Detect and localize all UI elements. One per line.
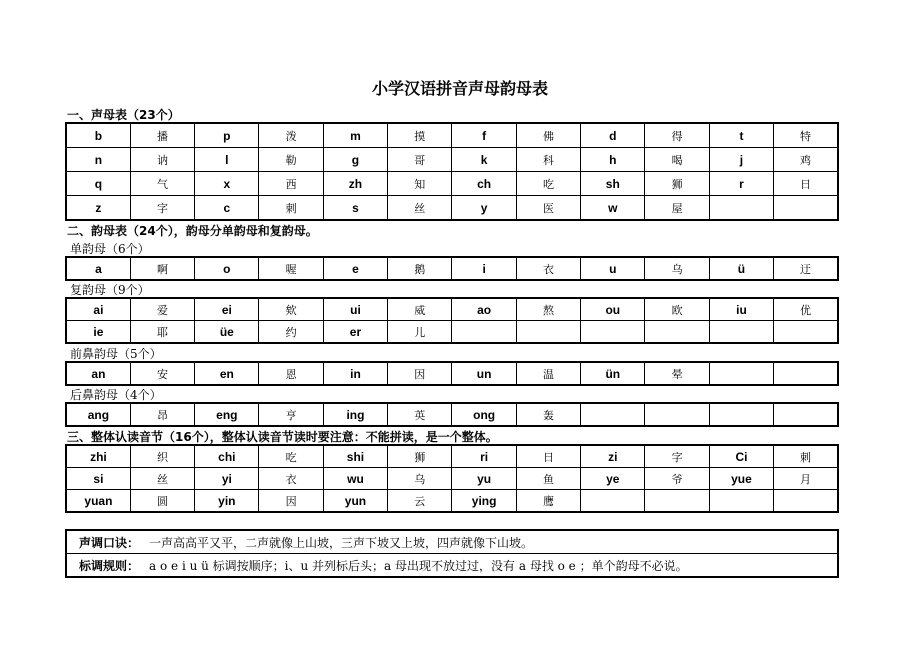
pinyin-cell: ou bbox=[581, 298, 645, 321]
pinyin-cell: Ci bbox=[709, 445, 773, 468]
pinyin-cell: un bbox=[452, 362, 516, 385]
pinyin-cell: ai bbox=[66, 298, 130, 321]
pinyin-cell: m bbox=[323, 123, 387, 148]
pinyin-cell: iu bbox=[709, 298, 773, 321]
pinyin-cell: ye bbox=[581, 468, 645, 490]
character-cell bbox=[645, 403, 709, 426]
pinyin-cell: si bbox=[66, 468, 130, 490]
section1-heading: 一、声母表（23个） bbox=[67, 108, 180, 122]
character-cell: 爷 bbox=[645, 468, 709, 490]
character-cell: 织 bbox=[130, 445, 194, 468]
pinyin-cell: sh bbox=[581, 172, 645, 196]
pinyin-cell: yun bbox=[323, 490, 387, 513]
character-cell: 亨 bbox=[259, 403, 323, 426]
character-cell: 温 bbox=[516, 362, 580, 385]
pinyin-cell bbox=[581, 403, 645, 426]
pinyin-cell: ing bbox=[323, 403, 387, 426]
pinyin-cell: üe bbox=[195, 321, 259, 344]
pinyin-cell: u bbox=[581, 257, 645, 280]
pinyin-cell: c bbox=[195, 196, 259, 221]
character-cell bbox=[774, 490, 838, 513]
character-cell bbox=[774, 196, 838, 221]
pinyin-cell bbox=[709, 196, 773, 221]
character-cell: 衣 bbox=[259, 468, 323, 490]
character-cell: 衣 bbox=[516, 257, 580, 280]
pinyin-cell bbox=[709, 321, 773, 344]
pinyin-cell: yi bbox=[195, 468, 259, 490]
character-cell: 摸 bbox=[388, 123, 452, 148]
pinyin-cell: j bbox=[709, 148, 773, 172]
character-cell: 西 bbox=[259, 172, 323, 196]
pinyin-cell: in bbox=[323, 362, 387, 385]
character-cell: 乌 bbox=[388, 468, 452, 490]
table-row bbox=[66, 172, 838, 196]
table-row bbox=[66, 196, 838, 221]
character-cell: 吃 bbox=[516, 172, 580, 196]
pinyin-cell: yue bbox=[709, 468, 773, 490]
character-cell: 日 bbox=[774, 172, 838, 196]
pinyin-cell: ri bbox=[452, 445, 516, 468]
pinyin-cell: ying bbox=[452, 490, 516, 513]
character-cell: 因 bbox=[259, 490, 323, 513]
table-row bbox=[66, 321, 838, 344]
pinyin-cell: ie bbox=[66, 321, 130, 344]
single-finals-table bbox=[65, 256, 839, 281]
pinyin-cell: o bbox=[195, 257, 259, 280]
character-cell: 屋 bbox=[645, 196, 709, 221]
pinyin-cell: ei bbox=[195, 298, 259, 321]
character-cell bbox=[645, 490, 709, 513]
character-cell: 字 bbox=[645, 445, 709, 468]
character-cell: 爱 bbox=[130, 298, 194, 321]
pinyin-cell: d bbox=[581, 123, 645, 148]
pinyin-cell: ang bbox=[66, 403, 130, 426]
pinyin-cell: q bbox=[66, 172, 130, 196]
character-cell: 晕 bbox=[645, 362, 709, 385]
character-cell: 喝 bbox=[645, 148, 709, 172]
character-cell: 丝 bbox=[130, 468, 194, 490]
tone-rule-label: 声调口诀： bbox=[79, 535, 140, 550]
pinyin-cell: shi bbox=[323, 445, 387, 468]
pinyin-cell: er bbox=[323, 321, 387, 344]
table-row bbox=[66, 468, 838, 490]
pinyin-cell: h bbox=[581, 148, 645, 172]
initials-table bbox=[65, 122, 839, 221]
character-cell: 圆 bbox=[130, 490, 194, 513]
character-cell bbox=[774, 403, 838, 426]
character-cell: 得 bbox=[645, 123, 709, 148]
section3-heading: 三、整体认读音节（16个），整体认读音节读时要注意：不能拼读，是一个整体。 bbox=[67, 430, 498, 444]
compound-finals-label: 复韵母（9个） bbox=[70, 283, 150, 297]
character-cell: 字 bbox=[130, 196, 194, 221]
table-row bbox=[66, 445, 838, 468]
character-cell: 气 bbox=[130, 172, 194, 196]
tone-rule-text: 一声高高平又平，二声就像上山坡，三声下坡又上坡，四声就像下山坡。 bbox=[149, 535, 534, 550]
table-row bbox=[66, 403, 838, 426]
pinyin-cell: zh bbox=[323, 172, 387, 196]
single-finals-label: 单韵母（6个） bbox=[70, 242, 150, 256]
pinyin-cell bbox=[709, 362, 773, 385]
character-cell bbox=[645, 321, 709, 344]
pinyin-cell: an bbox=[66, 362, 130, 385]
pinyin-cell: w bbox=[581, 196, 645, 221]
pinyin-cell: yin bbox=[195, 490, 259, 513]
character-cell: 狮 bbox=[645, 172, 709, 196]
character-cell: 鹰 bbox=[516, 490, 580, 513]
pinyin-cell: b bbox=[66, 123, 130, 148]
pinyin-cell: zi bbox=[581, 445, 645, 468]
pinyin-cell: ong bbox=[452, 403, 516, 426]
rules-table bbox=[65, 529, 839, 578]
pinyin-cell: g bbox=[323, 148, 387, 172]
pinyin-cell: l bbox=[195, 148, 259, 172]
pinyin-cell: t bbox=[709, 123, 773, 148]
character-cell: 鱼 bbox=[516, 468, 580, 490]
character-cell: 鹅 bbox=[388, 257, 452, 280]
whole-syllables-table bbox=[65, 444, 839, 513]
pinyin-cell bbox=[709, 403, 773, 426]
character-cell: 刺 bbox=[259, 196, 323, 221]
character-cell: 勒 bbox=[259, 148, 323, 172]
character-cell: 欧 bbox=[645, 298, 709, 321]
pinyin-cell: k bbox=[452, 148, 516, 172]
pinyin-cell: ch bbox=[452, 172, 516, 196]
pinyin-cell: ui bbox=[323, 298, 387, 321]
pinyin-cell: e bbox=[323, 257, 387, 280]
character-cell: 日 bbox=[516, 445, 580, 468]
pinyin-cell: ün bbox=[581, 362, 645, 385]
character-cell: 狮 bbox=[388, 445, 452, 468]
character-cell: 熬 bbox=[516, 298, 580, 321]
pinyin-cell: y bbox=[452, 196, 516, 221]
pinyin-cell: ü bbox=[709, 257, 773, 280]
character-cell: 科 bbox=[516, 148, 580, 172]
character-cell: 丝 bbox=[388, 196, 452, 221]
character-cell: 月 bbox=[774, 468, 838, 490]
mark-rule-row bbox=[66, 554, 838, 578]
pinyin-cell: wu bbox=[323, 468, 387, 490]
character-cell bbox=[774, 362, 838, 385]
character-cell bbox=[774, 321, 838, 344]
character-cell: 知 bbox=[388, 172, 452, 196]
character-cell: 昂 bbox=[130, 403, 194, 426]
pinyin-cell: chi bbox=[195, 445, 259, 468]
pinyin-cell: n bbox=[66, 148, 130, 172]
character-cell: 优 bbox=[774, 298, 838, 321]
character-cell: 喔 bbox=[259, 257, 323, 280]
table-row bbox=[66, 362, 838, 385]
table-row bbox=[66, 148, 838, 172]
pinyin-cell: en bbox=[195, 362, 259, 385]
character-cell: 耶 bbox=[130, 321, 194, 344]
pinyin-cell: f bbox=[452, 123, 516, 148]
pinyin-cell bbox=[709, 490, 773, 513]
pinyin-cell: s bbox=[323, 196, 387, 221]
character-cell: 云 bbox=[388, 490, 452, 513]
character-cell: 因 bbox=[388, 362, 452, 385]
pinyin-cell bbox=[581, 321, 645, 344]
pinyin-cell: yuan bbox=[66, 490, 130, 513]
character-cell: 约 bbox=[259, 321, 323, 344]
page-title: 小学汉语拼音声母韵母表 bbox=[371, 79, 548, 98]
character-cell: 刺 bbox=[774, 445, 838, 468]
character-cell: 讷 bbox=[130, 148, 194, 172]
character-cell: 乌 bbox=[645, 257, 709, 280]
character-cell: 吃 bbox=[259, 445, 323, 468]
pinyin-cell: ao bbox=[452, 298, 516, 321]
pinyin-cell bbox=[581, 490, 645, 513]
back-nasal-table bbox=[65, 402, 839, 427]
pinyin-cell: zhi bbox=[66, 445, 130, 468]
tone-rule-row bbox=[66, 530, 838, 554]
character-cell: 威 bbox=[388, 298, 452, 321]
table-row bbox=[66, 298, 838, 321]
mark-rule-label: 标调规则： bbox=[79, 558, 140, 573]
character-cell: 特 bbox=[774, 123, 838, 148]
character-cell: 安 bbox=[130, 362, 194, 385]
front-nasal-table bbox=[65, 361, 839, 386]
pinyin-cell: eng bbox=[195, 403, 259, 426]
pinyin-cell: r bbox=[709, 172, 773, 196]
character-cell: 泼 bbox=[259, 123, 323, 148]
pinyin-cell: a bbox=[66, 257, 130, 280]
character-cell: 播 bbox=[130, 123, 194, 148]
character-cell: 恩 bbox=[259, 362, 323, 385]
character-cell bbox=[516, 321, 580, 344]
character-cell: 哥 bbox=[388, 148, 452, 172]
back-nasal-label: 后鼻韵母（4个） bbox=[70, 388, 162, 402]
compound-finals-table bbox=[65, 297, 839, 344]
character-cell: 轰 bbox=[516, 403, 580, 426]
character-cell: 欸 bbox=[259, 298, 323, 321]
pinyin-cell: yu bbox=[452, 468, 516, 490]
character-cell: 迂 bbox=[774, 257, 838, 280]
table-row bbox=[66, 257, 838, 280]
front-nasal-label: 前鼻韵母（5个） bbox=[70, 347, 162, 361]
character-cell: 鸡 bbox=[774, 148, 838, 172]
pinyin-cell: i bbox=[452, 257, 516, 280]
character-cell: 啊 bbox=[130, 257, 194, 280]
table-row bbox=[66, 123, 838, 148]
section2-heading: 二、韵母表（24个），韵母分单韵母和复韵母。 bbox=[67, 224, 318, 238]
table-row bbox=[66, 490, 838, 513]
character-cell: 佛 bbox=[516, 123, 580, 148]
character-cell: 儿 bbox=[388, 321, 452, 344]
mark-rule-text: a o e i u ü 标调按顺序；i、u 并列标后头；a 母出现不放过过，没有 a 母找 o e ；单个韵母不必说。 bbox=[149, 558, 688, 573]
pinyin-cell bbox=[452, 321, 516, 344]
character-cell: 医 bbox=[516, 196, 580, 221]
character-cell: 英 bbox=[388, 403, 452, 426]
pinyin-cell: x bbox=[195, 172, 259, 196]
pinyin-cell: z bbox=[66, 196, 130, 221]
pinyin-cell: p bbox=[195, 123, 259, 148]
